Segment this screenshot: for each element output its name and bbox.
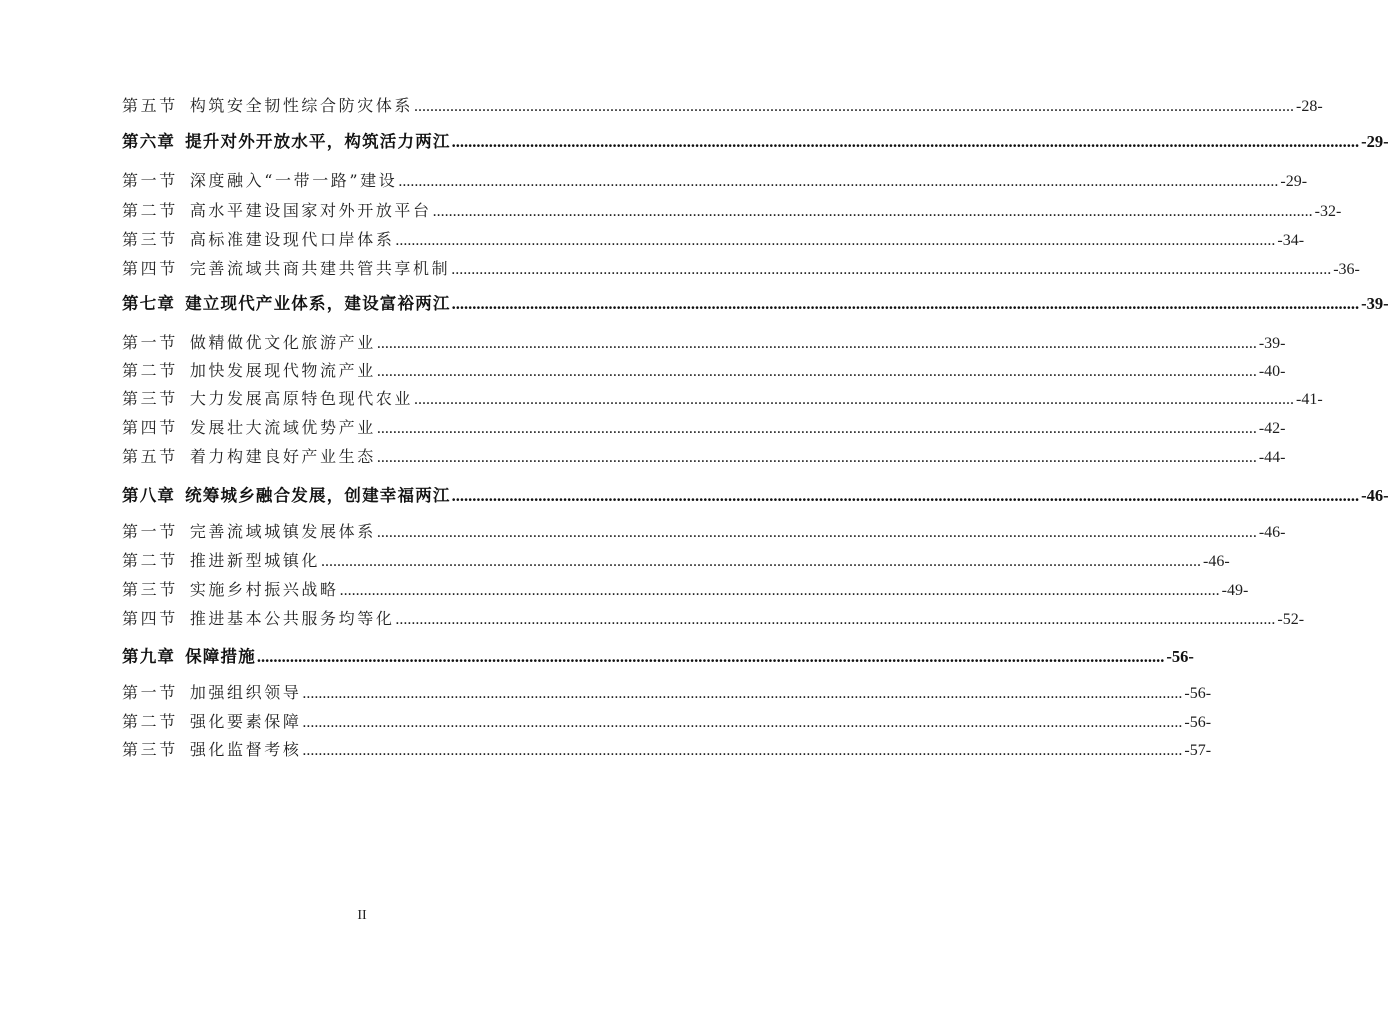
toc-dot-leader: ............................................................................................................................................................................................................................ <box>398 173 1279 190</box>
toc-entry-title: 完善流域城镇发展体系 <box>189 522 376 541</box>
toc-entry-page: -40- <box>1258 363 1286 380</box>
toc-entry-title: 推进基本公共服务均等化 <box>189 609 395 628</box>
toc-entry-number: 第四节 <box>122 259 178 278</box>
toc-dot-leader: ............................................................................................................................................................................................................................ <box>376 449 1257 466</box>
toc-entry-number: 第二节 <box>122 712 178 731</box>
toc-entry-title: 建立现代产业体系，建设富裕两江 <box>185 294 451 313</box>
toc-dot-leader: ............................................................................................................................................................................................................................ <box>302 742 1183 759</box>
toc-entry-page: -34- <box>1277 232 1305 249</box>
toc-dot-leader: ............................................................................................................................................................................................................................ <box>451 294 1360 313</box>
toc-entry-number: 第五节 <box>122 96 178 115</box>
toc-entry-page: -32- <box>1314 203 1342 220</box>
toc-section-entry[interactable] <box>122 737 1212 759</box>
toc-entry-page: -28- <box>1296 98 1323 115</box>
toc-dot-leader: ............................................................................................................................................................................................................................ <box>302 714 1183 731</box>
toc-entry-number: 第二节 <box>122 201 178 220</box>
toc-entry-number: 第五节 <box>122 447 178 466</box>
toc-dot-leader: ............................................................................................................................................................................................................................ <box>376 335 1257 352</box>
toc-entry-number: 第一节 <box>122 333 178 352</box>
page-number: II <box>357 908 367 923</box>
toc-entry-number: 第一节 <box>122 683 178 702</box>
toc-section-entry[interactable] <box>122 606 1305 628</box>
toc-entry-title: 加强组织领导 <box>189 683 302 702</box>
toc-entry-page: -41- <box>1296 391 1323 408</box>
toc-chapter-entry[interactable] <box>122 290 1389 313</box>
toc-entry-page: -36- <box>1333 261 1360 278</box>
toc-entry-page: -57- <box>1184 742 1212 759</box>
toc-entry-number: 第六章 <box>122 132 176 151</box>
toc-section-entry[interactable] <box>122 358 1286 380</box>
toc-entry-page: -46- <box>1203 553 1230 570</box>
toc-entry-number: 第三节 <box>122 740 178 759</box>
toc-entry-title: 提升对外开放水平，构筑活力两江 <box>185 132 451 151</box>
toc-section-entry[interactable] <box>122 93 1323 115</box>
toc-section-entry[interactable] <box>122 256 1360 278</box>
toc-section-entry[interactable] <box>122 386 1323 408</box>
toc-dot-leader: ............................................................................................................................................................................................................................ <box>395 232 1276 249</box>
toc-entry-title: 保障措施 <box>185 647 256 666</box>
toc-dot-leader: ............................................................................................................................................................................................................................ <box>395 611 1276 628</box>
toc-entry-page: -56- <box>1184 685 1212 702</box>
toc-section-entry[interactable] <box>122 415 1286 437</box>
toc-entry-page: -56- <box>1166 647 1194 666</box>
toc-entry-number: 第三节 <box>122 580 178 599</box>
toc-dot-leader: ............................................................................................................................................................................................................................ <box>339 582 1220 599</box>
toc-entry-page: -39- <box>1361 294 1389 313</box>
toc-entry-title: 大力发展高原特色现代农业 <box>189 389 414 408</box>
toc-dot-leader: ............................................................................................................................................................................................................................ <box>321 553 1202 570</box>
toc-entry-number: 第二节 <box>122 551 178 570</box>
toc-entry-page: -56- <box>1184 714 1212 731</box>
toc-entry-title: 强化要素保障 <box>189 712 302 731</box>
toc-dot-leader: ............................................................................................................................................................................................................................ <box>376 524 1257 541</box>
toc-entry-title: 统筹城乡融合发展，创建幸福两江 <box>185 486 451 505</box>
toc-dot-leader: ............................................................................................................................................................................................................................ <box>451 132 1360 151</box>
toc-chapter-entry[interactable] <box>122 643 1194 666</box>
toc-section-entry[interactable] <box>122 519 1286 541</box>
toc-section-entry[interactable] <box>122 680 1212 702</box>
toc-dot-leader: ............................................................................................................................................................................................................................ <box>414 98 1295 115</box>
toc-entry-page: -29- <box>1361 132 1389 151</box>
toc-section-entry[interactable] <box>122 198 1342 220</box>
toc-dot-leader: ............................................................................................................................................................................................................................ <box>451 261 1332 278</box>
toc-section-entry[interactable] <box>122 168 1308 190</box>
toc-entry-number: 第一节 <box>122 171 178 190</box>
toc-entry-title: 强化监督考核 <box>189 740 302 759</box>
toc-entry-number: 第四节 <box>122 418 178 437</box>
toc-entry-title: 做精做优文化旅游产业 <box>189 333 376 352</box>
toc-entry-number: 第九章 <box>122 647 176 666</box>
toc-entry-title: 着力构建良好产业生态 <box>189 447 376 466</box>
toc-entry-title: 高标准建设现代口岸体系 <box>189 230 395 249</box>
toc-entry-title: 完善流域共商共建共管共享机制 <box>189 259 451 278</box>
toc-section-entry[interactable] <box>122 330 1286 352</box>
toc-dot-leader: ............................................................................................................................................................................................................................ <box>376 363 1257 380</box>
toc-section-entry[interactable] <box>122 444 1286 466</box>
toc-dot-leader: ............................................................................................................................................................................................................................ <box>414 391 1295 408</box>
toc-dot-leader: ............................................................................................................................................................................................................................ <box>451 486 1360 505</box>
toc-dot-leader: ............................................................................................................................................................................................................................ <box>256 647 1165 666</box>
toc-entry-page: -44- <box>1258 449 1286 466</box>
toc-entry-title: 发展壮大流域优势产业 <box>189 418 376 437</box>
toc-entry-title: 实施乡村振兴战略 <box>189 580 339 599</box>
toc-entry-title: 推进新型城镇化 <box>189 551 321 570</box>
toc-chapter-entry[interactable] <box>122 128 1389 151</box>
toc-dot-leader: ............................................................................................................................................................................................................................ <box>376 420 1257 437</box>
toc-entry-page: -49- <box>1221 582 1249 599</box>
toc-chapter-entry[interactable] <box>122 482 1389 505</box>
toc-entry-number: 第八章 <box>122 486 176 505</box>
toc-entry-number: 第四节 <box>122 609 178 628</box>
toc-entry-title: 高水平建设国家对外开放平台 <box>189 201 432 220</box>
toc-entry-page: -46- <box>1258 524 1286 541</box>
toc-dot-leader: ............................................................................................................................................................................................................................ <box>302 685 1183 702</box>
toc-section-entry[interactable] <box>122 227 1305 249</box>
toc-entry-number: 第三节 <box>122 389 178 408</box>
toc-entry-title: 加快发展现代物流产业 <box>189 361 376 380</box>
toc-section-entry[interactable] <box>122 709 1212 731</box>
toc-entry-title: 深度融入“一带一路”建设 <box>189 171 398 190</box>
toc-entry-page: -46- <box>1361 486 1389 505</box>
toc-entry-page: -42- <box>1258 420 1286 437</box>
toc-dot-leader: ............................................................................................................................................................................................................................ <box>432 203 1313 220</box>
toc-section-entry[interactable] <box>122 577 1249 599</box>
toc-entry-number: 第一节 <box>122 522 178 541</box>
toc-entry-number: 第二节 <box>122 361 178 380</box>
toc-entry-page: -39- <box>1258 335 1286 352</box>
toc-section-entry[interactable] <box>122 548 1230 570</box>
toc-entry-number: 第三节 <box>122 230 178 249</box>
toc-entry-page: -29- <box>1280 173 1308 190</box>
toc-entry-title: 构筑安全韧性综合防灾体系 <box>189 96 414 115</box>
toc-entry-page: -52- <box>1277 611 1305 628</box>
toc-entry-number: 第七章 <box>122 294 176 313</box>
